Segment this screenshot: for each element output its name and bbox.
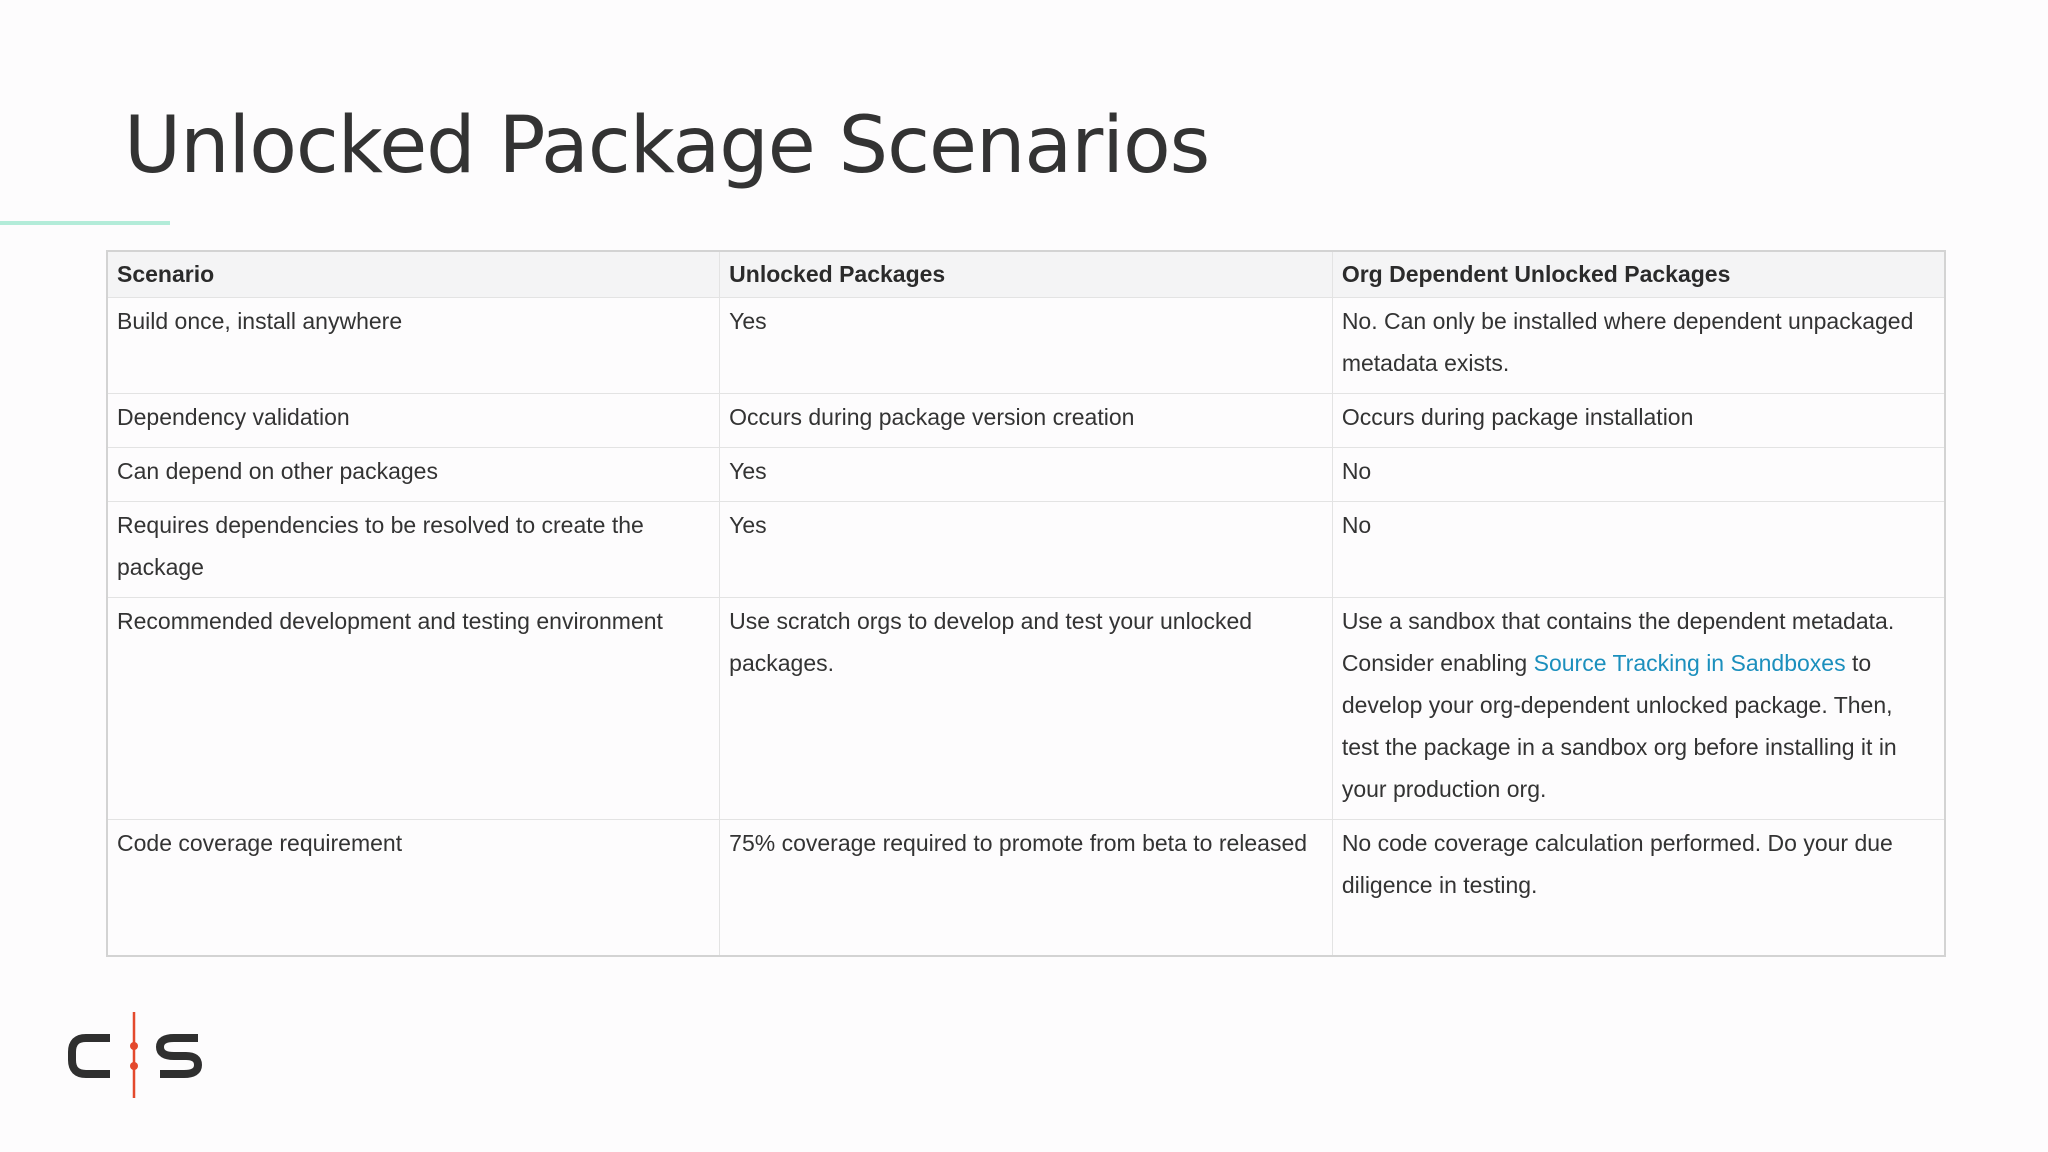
table-row	[107, 448, 1945, 502]
header-scenario: Scenario	[107, 251, 720, 298]
cell-text-after-link: to develop your org-dependent unlocked package. Then, test the package in a sandbox org before installing it in your production org.	[1341, 650, 1897, 802]
cell-org-dependent: No	[1332, 502, 1945, 598]
cell-text-before-link: Use a sandbox that contains the dependent metadata. Consider enabling	[1341, 608, 1895, 676]
cell-org-dependent: Occurs during package installation	[1332, 394, 1945, 448]
source-tracking-link[interactable]: Source Tracking in Sandboxes	[1533, 650, 1846, 676]
table-row	[107, 598, 1945, 820]
cell-scenario: Recommended development and testing environment	[107, 598, 720, 820]
cs-logo-icon	[66, 1010, 206, 1100]
cell-unlocked: Yes	[720, 448, 1333, 502]
cell-org-dependent	[1332, 598, 1945, 820]
cell-org-dependent: No	[1332, 448, 1945, 502]
table-row	[107, 298, 1945, 394]
title-accent-line	[0, 221, 170, 225]
table-header-row	[107, 251, 1945, 298]
cell-unlocked: Yes	[720, 502, 1333, 598]
slide-title: Unlocked Package Scenarios	[124, 101, 1210, 191]
cell-org-dependent: No code coverage calculation performed. Do your due diligence in testing.	[1332, 820, 1945, 957]
scenario-table-container	[106, 250, 1946, 957]
scenario-comparison-table	[106, 250, 1946, 957]
cell-scenario: Can depend on other packages	[107, 448, 720, 502]
cell-unlocked: Use scratch orgs to develop and test your unlocked packages.	[720, 598, 1333, 820]
header-org-dependent: Org Dependent Unlocked Packages	[1332, 251, 1945, 298]
table-row	[107, 820, 1945, 957]
table-row	[107, 394, 1945, 448]
cell-scenario: Requires dependencies to be resolved to create the package	[107, 502, 720, 598]
cell-unlocked: Yes	[720, 298, 1333, 394]
header-unlocked-packages: Unlocked Packages	[720, 251, 1333, 298]
cell-scenario: Dependency validation	[107, 394, 720, 448]
cell-unlocked: Occurs during package version creation	[720, 394, 1333, 448]
cell-scenario: Code coverage requirement	[107, 820, 720, 957]
table-row	[107, 502, 1945, 598]
cell-org-dependent: No. Can only be installed where dependent unpackaged metadata exists.	[1332, 298, 1945, 394]
cell-scenario: Build once, install anywhere	[107, 298, 720, 394]
cell-unlocked: 75% coverage required to promote from beta to released	[720, 820, 1333, 957]
